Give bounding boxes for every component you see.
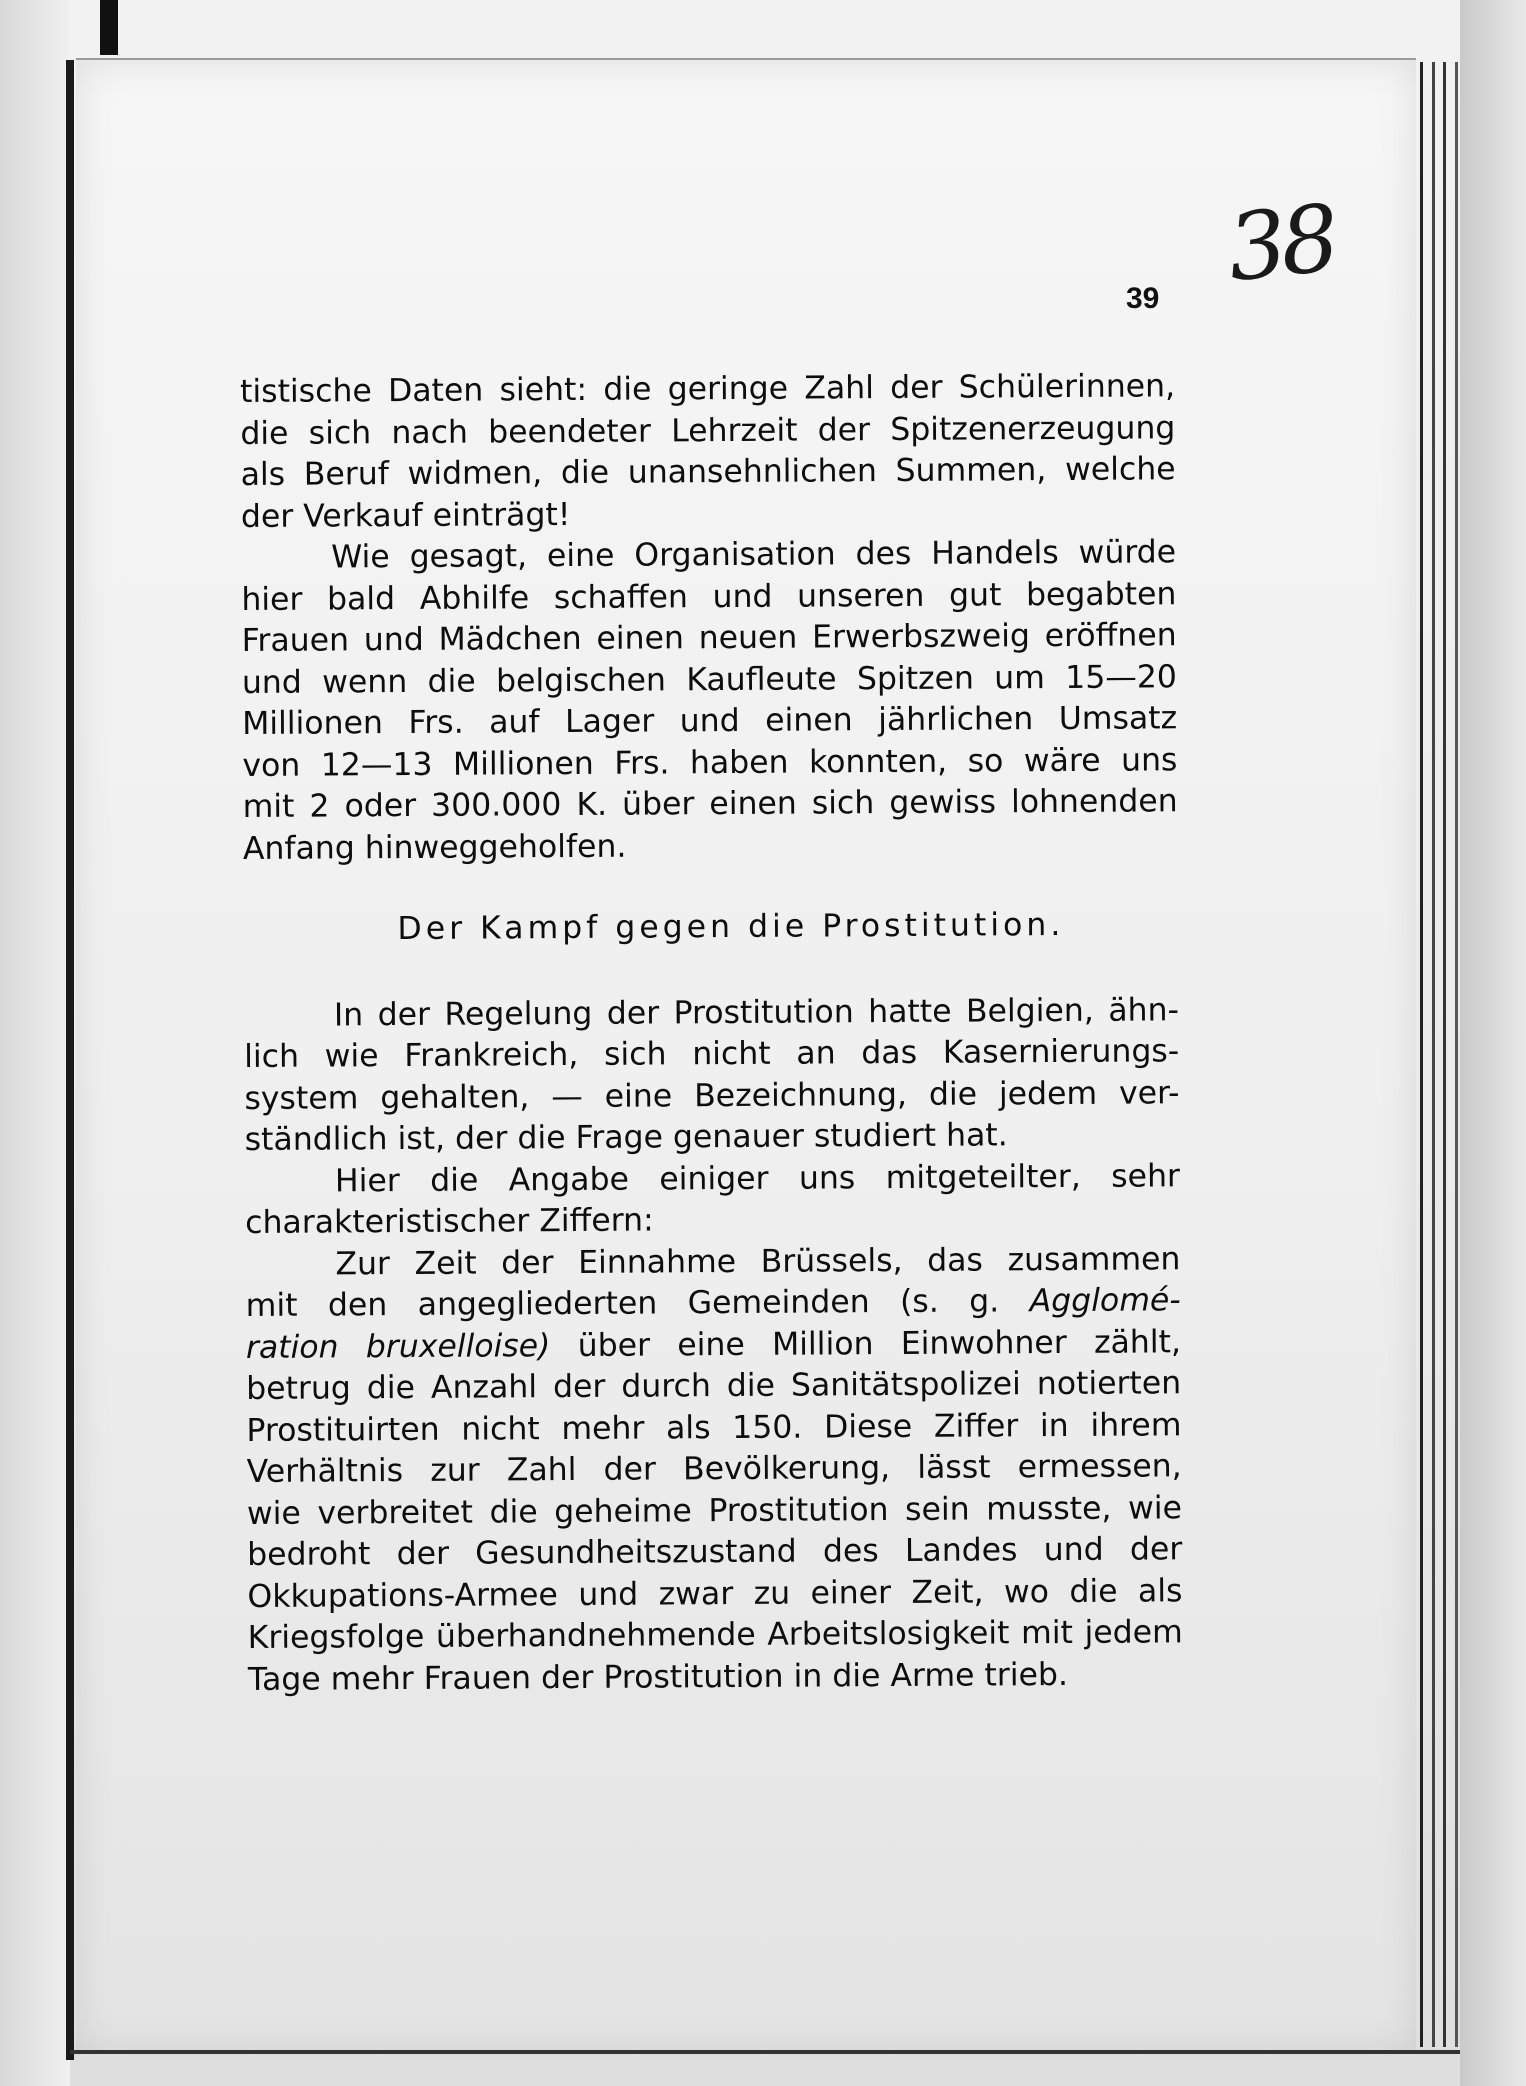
binding-clip bbox=[100, 0, 118, 55]
facing-page-edge bbox=[0, 0, 70, 2086]
handwritten-folio-number: 38 bbox=[1222, 184, 1339, 303]
text-line: Zur Zeit der Einnahme Brüssels, das zusammen bbox=[335, 1240, 1181, 1282]
text-line bbox=[246, 1280, 1181, 1327]
text-line: betrug die Anzahl der durch die Sanitätspolizei notierten bbox=[246, 1365, 1182, 1407]
text-line: system gehalten, — eine Bezeichnung, die jedem ver- bbox=[244, 1074, 1180, 1117]
text-line: bedroht der Gesundheitszustand des Landes und der bbox=[247, 1531, 1183, 1573]
text-line: Anfang hinweggeholfen. bbox=[242, 828, 627, 867]
text-line: Verhältnis zur Zahl der Bevölkerung, lässt ermessen, bbox=[246, 1448, 1182, 1490]
italic-term: ration bruxelloise) bbox=[245, 1327, 551, 1366]
text-fragment: über eine Million Einwohner zählt, bbox=[550, 1323, 1182, 1364]
text-line bbox=[246, 1322, 1181, 1369]
page-stack-edge bbox=[1432, 62, 1435, 2047]
italic-term: Agglomé- bbox=[1029, 1282, 1181, 1320]
paragraph-2 bbox=[241, 532, 1178, 870]
text-line: und wenn die belgischen Kaufleute Spitzen um 15—20 bbox=[241, 658, 1177, 701]
body-text bbox=[240, 366, 1183, 1701]
page-stack-edge bbox=[1443, 62, 1446, 2047]
page-bottom-edge bbox=[70, 2050, 1460, 2054]
paragraph-5 bbox=[245, 1239, 1183, 1701]
background-right bbox=[1460, 0, 1526, 2086]
text-line: Prostituirten nicht mehr als 150. Diese Ziffer in ihrem bbox=[246, 1406, 1182, 1449]
text-line: In der Regelung der Prostitution hatte Belgien, ähn- bbox=[333, 991, 1180, 1033]
text-line: tistische Daten sieht: die geringe Zahl der Schülerinnen, bbox=[240, 368, 1176, 410]
text-line: der Verkauf einträgt! bbox=[240, 496, 571, 535]
text-line: Hier die Angabe einiger uns mitgeteilter, sehr bbox=[334, 1157, 1181, 1199]
text-line: Frauen und Mädchen einen neuen Erwerbszweig eröffnen bbox=[241, 617, 1177, 659]
text-line: als Beruf widmen, die unansehnlichen Summen, welche bbox=[240, 451, 1176, 493]
text-line: lich wie Frankreich, sich nicht an das Kasernierungs- bbox=[244, 1033, 1180, 1075]
page-stack-edge bbox=[1455, 62, 1458, 2047]
printed-page-number: 39 bbox=[1126, 282, 1160, 315]
text-line: Tage mehr Frauen der Prostitution in die Arme trieb. bbox=[247, 1656, 1069, 1698]
text-line: die sich nach beendeter Lehrzeit der Spitzenerzeugung bbox=[240, 409, 1176, 452]
text-fragment: mit den angegliederten Gemeinden (s. g. bbox=[245, 1283, 1030, 1324]
text-line: von 12—13 Millionen Frs. haben konnten, so wäre uns bbox=[242, 741, 1178, 784]
text-line: mit 2 oder 300.000 K. über einen sich gewiss lohnenden bbox=[242, 783, 1178, 825]
paragraph-1 bbox=[240, 366, 1176, 538]
paragraph-4 bbox=[245, 1156, 1180, 1245]
section-heading: Der Kampf gegen die Prostitution. bbox=[397, 906, 1065, 948]
page-stack-edge bbox=[1420, 62, 1423, 2047]
text-line: Millionen Frs. auf Lager und einen jährlichen Umsatz bbox=[242, 700, 1178, 742]
text-line: wie verbreitet die geheime Prostitution sein musste, wie bbox=[246, 1489, 1183, 1532]
paragraph-3 bbox=[244, 990, 1180, 1162]
text-line: ständlich ist, der die Frage genauer studiert hat. bbox=[244, 1117, 1008, 1158]
binding-edge bbox=[66, 60, 74, 2060]
text-line: charakteristischer Ziffern: bbox=[245, 1202, 654, 1241]
text-line: Wie gesagt, eine Organisation des Handels würde bbox=[331, 534, 1177, 576]
text-line: Okkupations-Armee und zwar zu einer Zeit, wo die als bbox=[247, 1572, 1183, 1615]
text-line: Kriegsfolge überhandnehmende Arbeitslosigkeit mit jedem bbox=[247, 1614, 1183, 1656]
text-line: hier bald Abhilfe schaffen und unseren gut begabten bbox=[241, 575, 1177, 618]
